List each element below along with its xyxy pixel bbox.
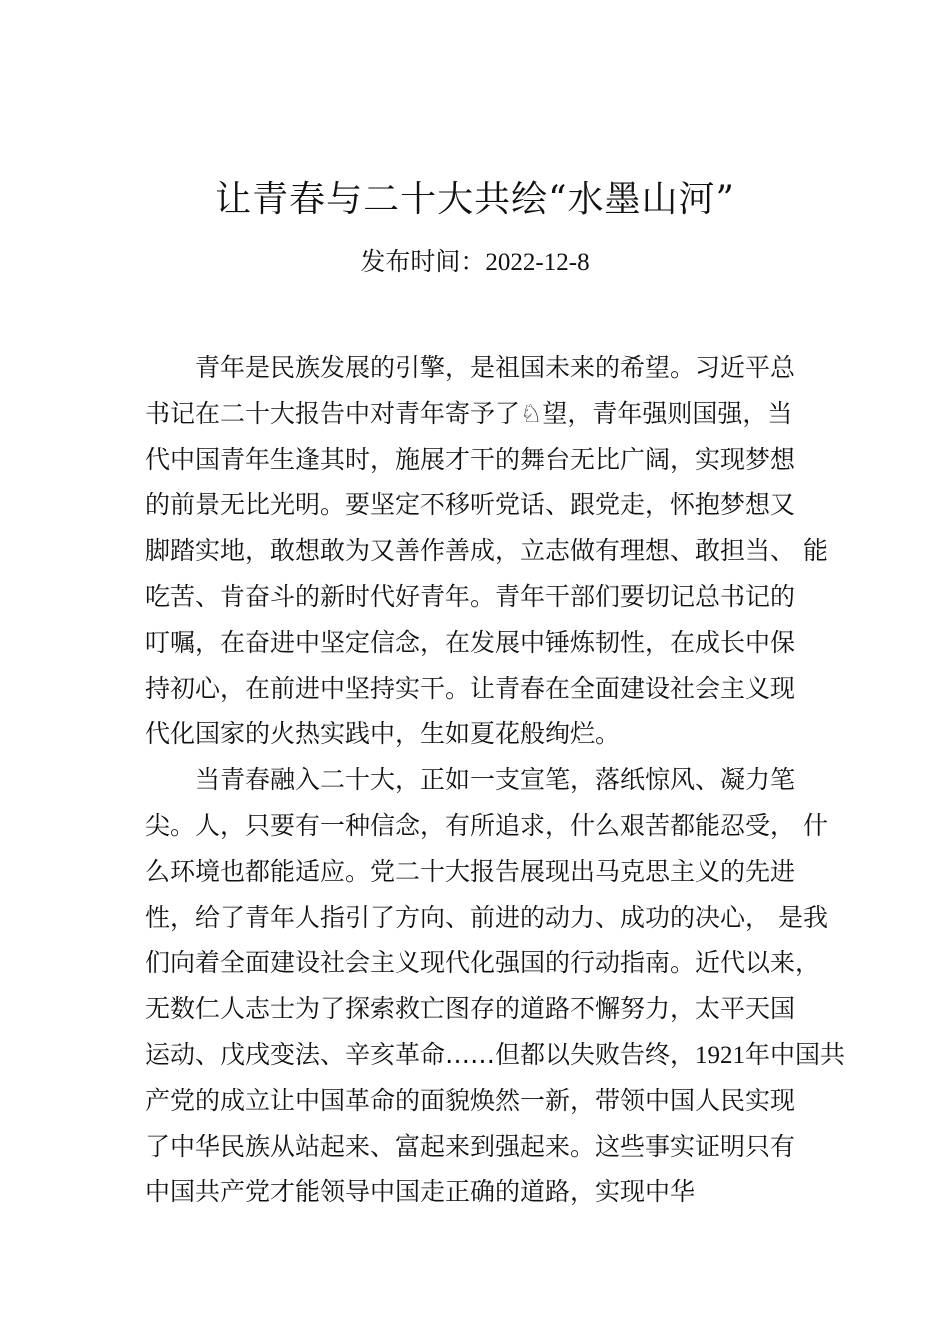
paragraph-line: 们向着全面建设社会主义现代化强国的行动指南。近代以来， — [145, 948, 821, 978]
paragraph-line: 尖。人，只要有一种信念，有所追求，什么艰苦都能忍受， 什 — [145, 810, 828, 840]
paragraph-line: 持初心，在前进中坚持实干。让青春在全面建设社会主义现 — [145, 673, 796, 703]
paragraph-text: 年中国共 — [745, 1039, 846, 1069]
paragraph-line: 脚踏实地，敢想敢为又善作善成，立志做有理想、敢担当、 能 — [145, 536, 828, 566]
paragraph-line — [145, 1032, 845, 1078]
publish-date-value: 2022-12-8 — [485, 249, 590, 276]
paragraph-line: 无数仁人志士为了探索救亡图存的道路不懈努力，太平天国 — [145, 994, 796, 1024]
paragraph-line: 了中华民族从站起来、富起来到强起来。这些事实证明只有 — [145, 1131, 796, 1161]
paragraph-line: 的前景无比光明。要坚定不移听党话、跟党走，怀抱梦想又 — [145, 490, 796, 520]
paragraph-line: 代中国青年生逢其时，施展才干的舞台无比广阔，实现梦想 — [145, 444, 796, 474]
year-number: 1921 — [695, 1041, 746, 1069]
paragraph-line: 当青春融入二十大，正如一支宣笔，落纸惊风、凝力笔 — [195, 765, 796, 795]
paragraph-line: 青年是民族发展的引擎，是祖国未来的希望。习近平总 — [195, 353, 796, 382]
paragraph-line: 产党的成立让中国革命的面貌焕然一新，带领中国人民实现 — [145, 1085, 796, 1115]
paragraph-line: 么环境也都能适应。党二十大报告展现出马克思主义的先进 — [145, 856, 796, 886]
paragraph-line: 中国共产党才能领导中国走正确的道路，实现中华 — [145, 1177, 696, 1207]
document-title: 让青春与二十大共绘“水墨山河” — [215, 179, 735, 220]
publish-date — [0, 244, 950, 281]
paragraph-line: 书记在二十大报告中对青年寄予了♘望，青年强则国强，当 — [145, 398, 793, 428]
paragraph-line: 吃苦、肯奋斗的新时代好青年。青年干部们要切记总书记的 — [145, 581, 796, 611]
paragraph-line: 性，给了青年人指引了方向、前进的动力、成功的决心， 是我 — [145, 902, 828, 932]
paragraph-line: 叮嘱，在奋进中坚定信念，在发展中锤炼韧性，在成长中保 — [145, 627, 796, 657]
paragraph-text: 运动、戊戌变法、辛亥革命……但都以失败告终， — [145, 1039, 696, 1069]
document-body — [145, 345, 845, 1215]
publish-date-label: 发布时间： — [360, 247, 486, 276]
paragraph-line: 代化国家的火热实践中，生如夏花般绚烂。 — [145, 719, 621, 749]
